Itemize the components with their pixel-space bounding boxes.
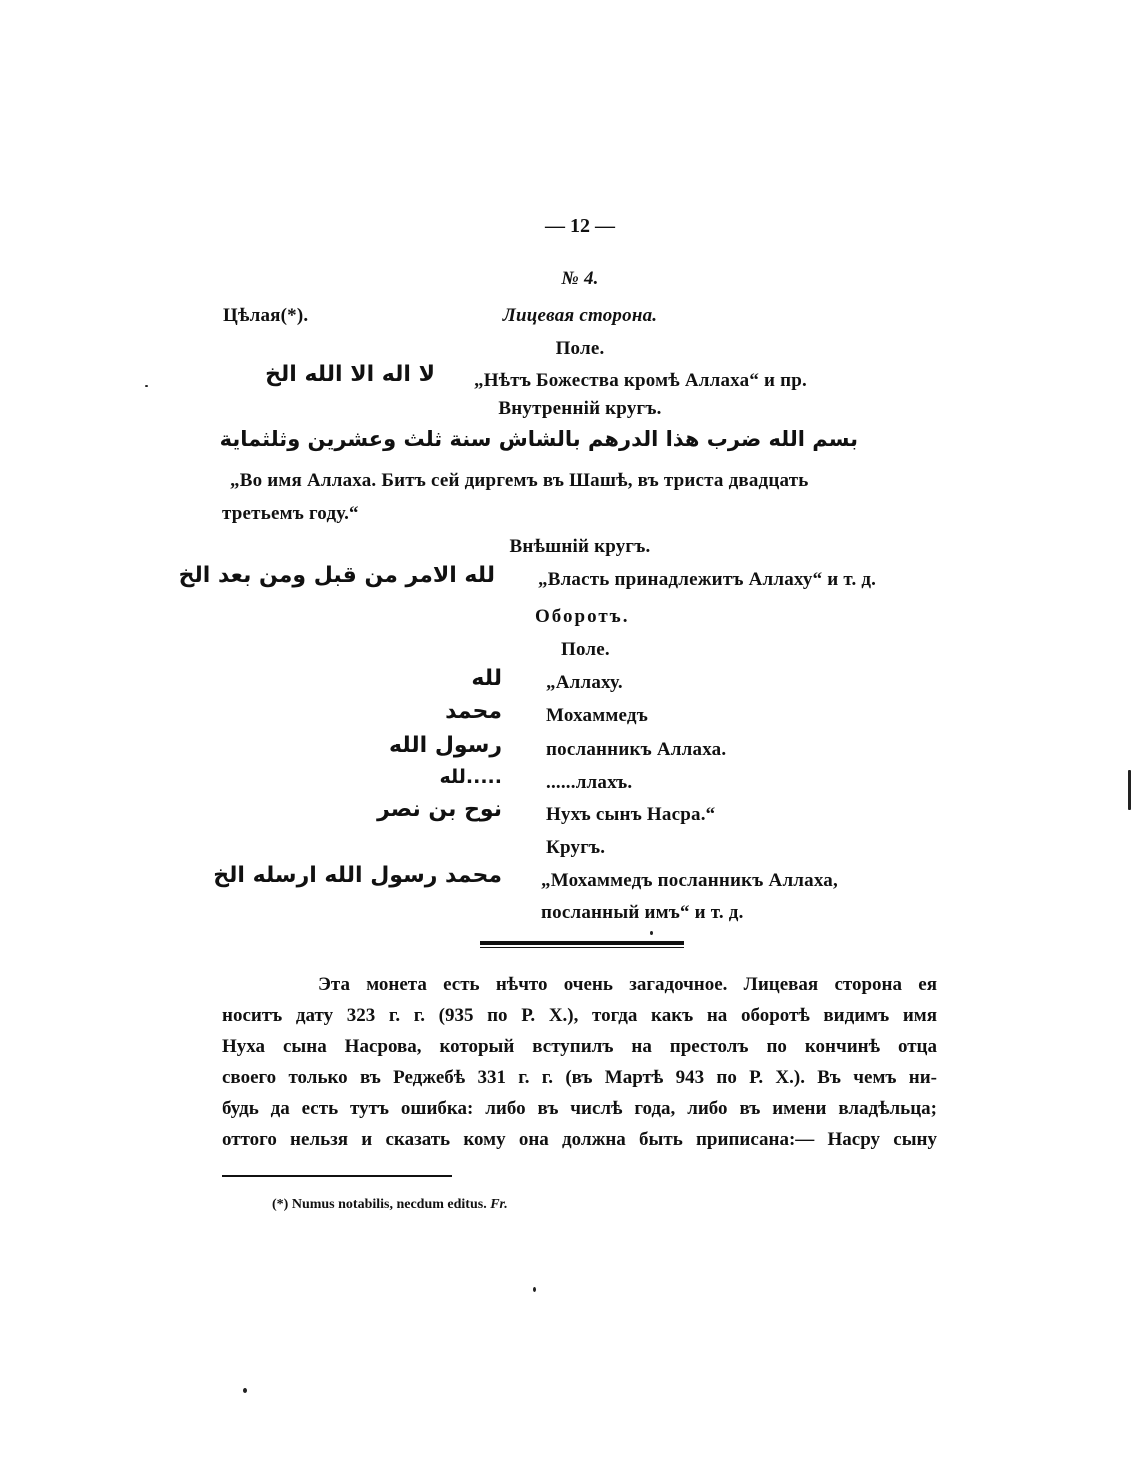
reverse-line-arabic: رسول الله — [389, 733, 502, 758]
page-number: — 12 — — [545, 215, 615, 237]
reverse-line-translation: „Аллаху. — [546, 672, 623, 693]
outer-translation: „Власть принадлежитъ Аллаху“ и т. д. — [538, 569, 877, 590]
obverse-field-translation: „Нѣтъ Божества кромѣ Аллаха“ и пр. — [474, 370, 807, 391]
scan-speck — [1128, 770, 1131, 810]
obverse-heading: Лицевая сторона. — [502, 305, 658, 326]
inner-circle-heading: Внутренній кругъ. — [498, 398, 662, 419]
commentary-line: носитъ дату 323 г. г. (935 по Р. Х.), тогда какъ на оборотѣ видимъ имя — [222, 1005, 937, 1026]
scan-speck — [243, 1388, 247, 1393]
commentary-line: оттого нельзя и сказать кому она должна быть приписана:— Насру сыну — [222, 1129, 937, 1150]
reverse-circle-translation-line1: „Мохаммедъ посланникъ Аллаха, — [541, 870, 838, 891]
reverse-circle-translation-line2: посланный имъ“ и т. д. — [541, 902, 744, 923]
inner-translation-line1: „Во имя Аллаха. Битъ сей диргемъ въ Шашѣ, въ триста двадцать — [230, 470, 809, 491]
scan-speck — [145, 385, 148, 387]
reverse-line-translation: ......ллахъ. — [546, 772, 633, 793]
reverse-line-translation: Мохаммедъ — [546, 705, 649, 726]
reverse-line-translation: посланникъ Аллаха. — [546, 739, 727, 760]
reverse-field-heading: Поле. — [561, 639, 610, 660]
reverse-line-translation: Нухъ сынъ Насра.“ — [546, 804, 716, 825]
footnote-text: Numus notabilis, necdum editus. — [291, 1197, 487, 1212]
reverse-line-arabic: نوح بن نصر — [377, 797, 502, 822]
section-separator-thin — [480, 947, 684, 948]
footnote-rule — [222, 1175, 452, 1177]
outer-circle-arabic: لله الامر من قبل ومن بعد الخ — [178, 563, 495, 588]
reverse-heading: Оборотъ. — [535, 606, 630, 627]
reverse-circle-heading: Кругъ. — [546, 837, 606, 858]
scan-speck — [650, 931, 653, 935]
obverse-field-arabic: لا اله الا الله الخ — [265, 362, 435, 387]
obverse-field-heading: Поле. — [555, 338, 605, 359]
status-note: Цѣлая(*). — [223, 305, 309, 326]
footnote-attribution: Fr. — [490, 1197, 508, 1212]
inner-translation-line2: третьемъ году.“ — [222, 503, 359, 524]
footnote-marker: (*) — [272, 1197, 289, 1212]
commentary-line: Эта монета есть нѣчто очень загадочное. Лицевая сторона ея — [318, 974, 937, 995]
reverse-line-arabic: محمد — [445, 699, 502, 724]
scan-speck — [533, 1287, 536, 1292]
inner-circle-arabic: بسم الله ضرب هذا الدرهم بالشاش سنة ثلث وعشرين وثلثماية — [219, 427, 858, 451]
commentary-line: своего только въ Реджебѣ 331 г. г. (въ Мартѣ 943 по Р. Х.). Въ чемъ ни- — [222, 1067, 937, 1088]
reverse-line-arabic: لله — [471, 666, 502, 691]
outer-circle-heading: Внѣшній кругъ. — [509, 536, 651, 557]
coin-number: № 4. — [561, 268, 599, 289]
reverse-line-arabic: .....لله — [439, 766, 502, 788]
commentary-line: Нуха сына Насрова, который вступилъ на престолъ по кончинѣ отца — [222, 1036, 937, 1057]
section-separator — [480, 941, 684, 945]
footnote — [272, 1197, 508, 1213]
reverse-circle-arabic: محمد رسول الله ارسله الخ — [213, 863, 502, 888]
commentary-paragraph — [222, 969, 937, 1155]
commentary-line: будь да есть тутъ ошибка: либо въ числѣ года, либо въ имени владѣльца; — [222, 1098, 937, 1119]
